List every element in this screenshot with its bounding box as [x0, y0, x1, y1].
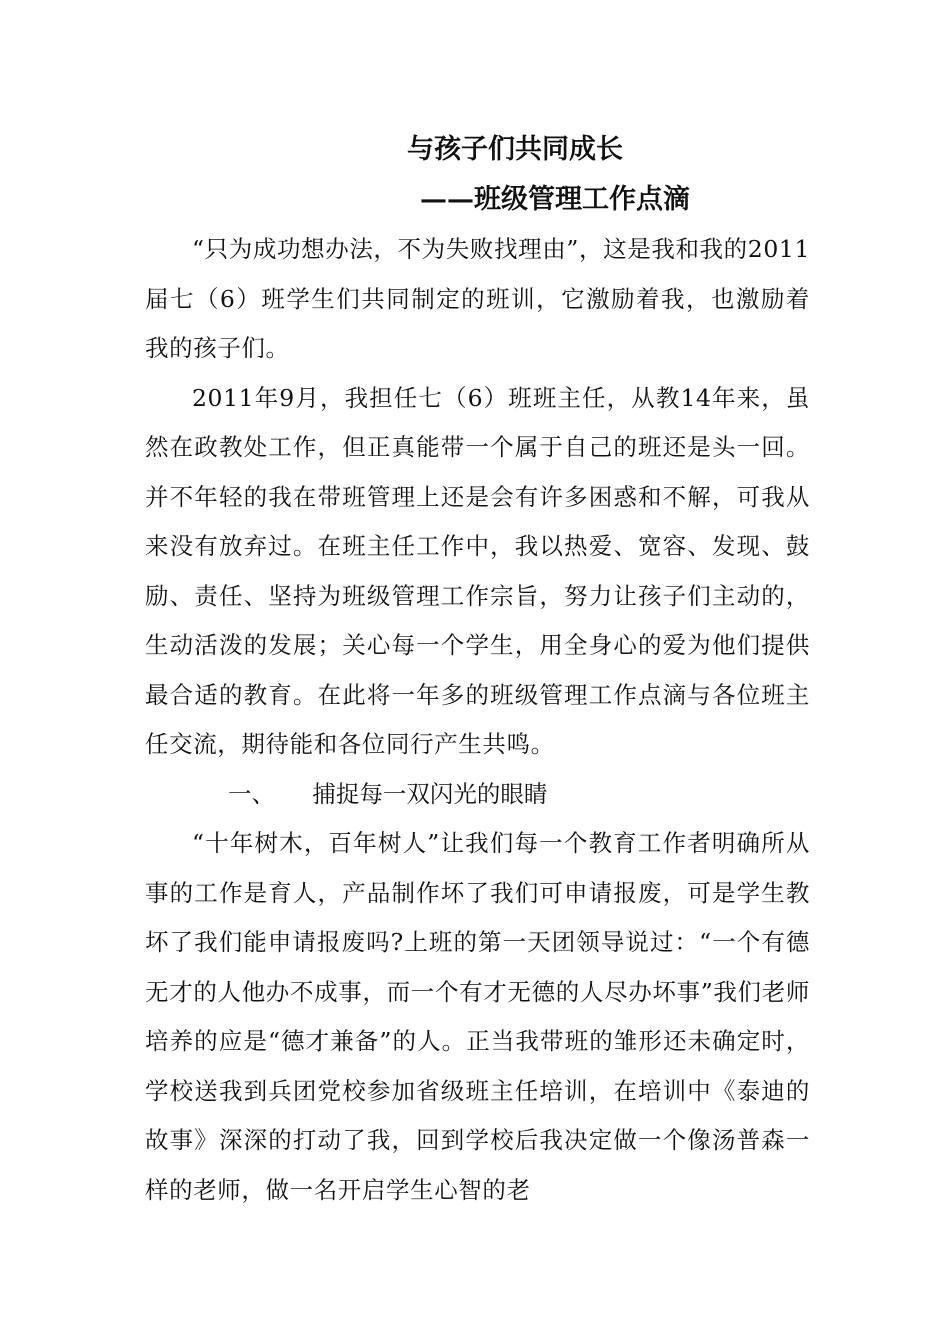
paragraph-intro: “只为成功想办法，不为失败找理由”，这是我和我的2011届七（6）班学生们共同制定的班训，它激励着我，也激励着我的孩子们。: [145, 235, 810, 362]
document-title: 与孩子们共同成长: [407, 134, 623, 165]
paragraph-section-1: “十年树木，百年树人”让我们每一个教育工作者明确所从事的工作是育人，产品制作坏了我们可申请报废，可是学生教坏了我们能申请报废吗?上班的第一天团领导说过：“一个有德无才的人他办不成事，而一个有才无德的人尽办坏事”我们老师培养的应是“德才兼备”的人。正当我带班的雏形还未确定时，学校送我到兵团党校参加省级班主任培训，在培训中《泰迪的故事》深深的打动了我，回到学校后我决定做一个像汤普森一样的老师，做一名开启学生心智的老: [145, 829, 810, 1204]
section-heading-1: 一、 捕捉每一双闪光的眼睛: [228, 779, 548, 808]
paragraph-background: 2011年9月，我担任七（6）班班主任，从教14年来，虽然在政教处工作，但正真能带一个属于自己的班还是头一回。并不年轻的我在带班管理上还是会有许多困惑和不解，可我从来没有放弃过。在班主任工作中，我以热爱、宽容、发现、鼓励、责任、坚持为班级管理工作宗旨，努力让孩子们主动的，生动活泼的发展；关心每一个学生，用全身心的爱为他们提供最合适的教育。在此将一年多的班级管理工作点滴与各位班主任交流，期待能和各位同行产生共鸣。: [145, 383, 810, 758]
document-subtitle: ——班级管理工作点滴: [420, 184, 690, 215]
document-body: [145, 225, 810, 1215]
